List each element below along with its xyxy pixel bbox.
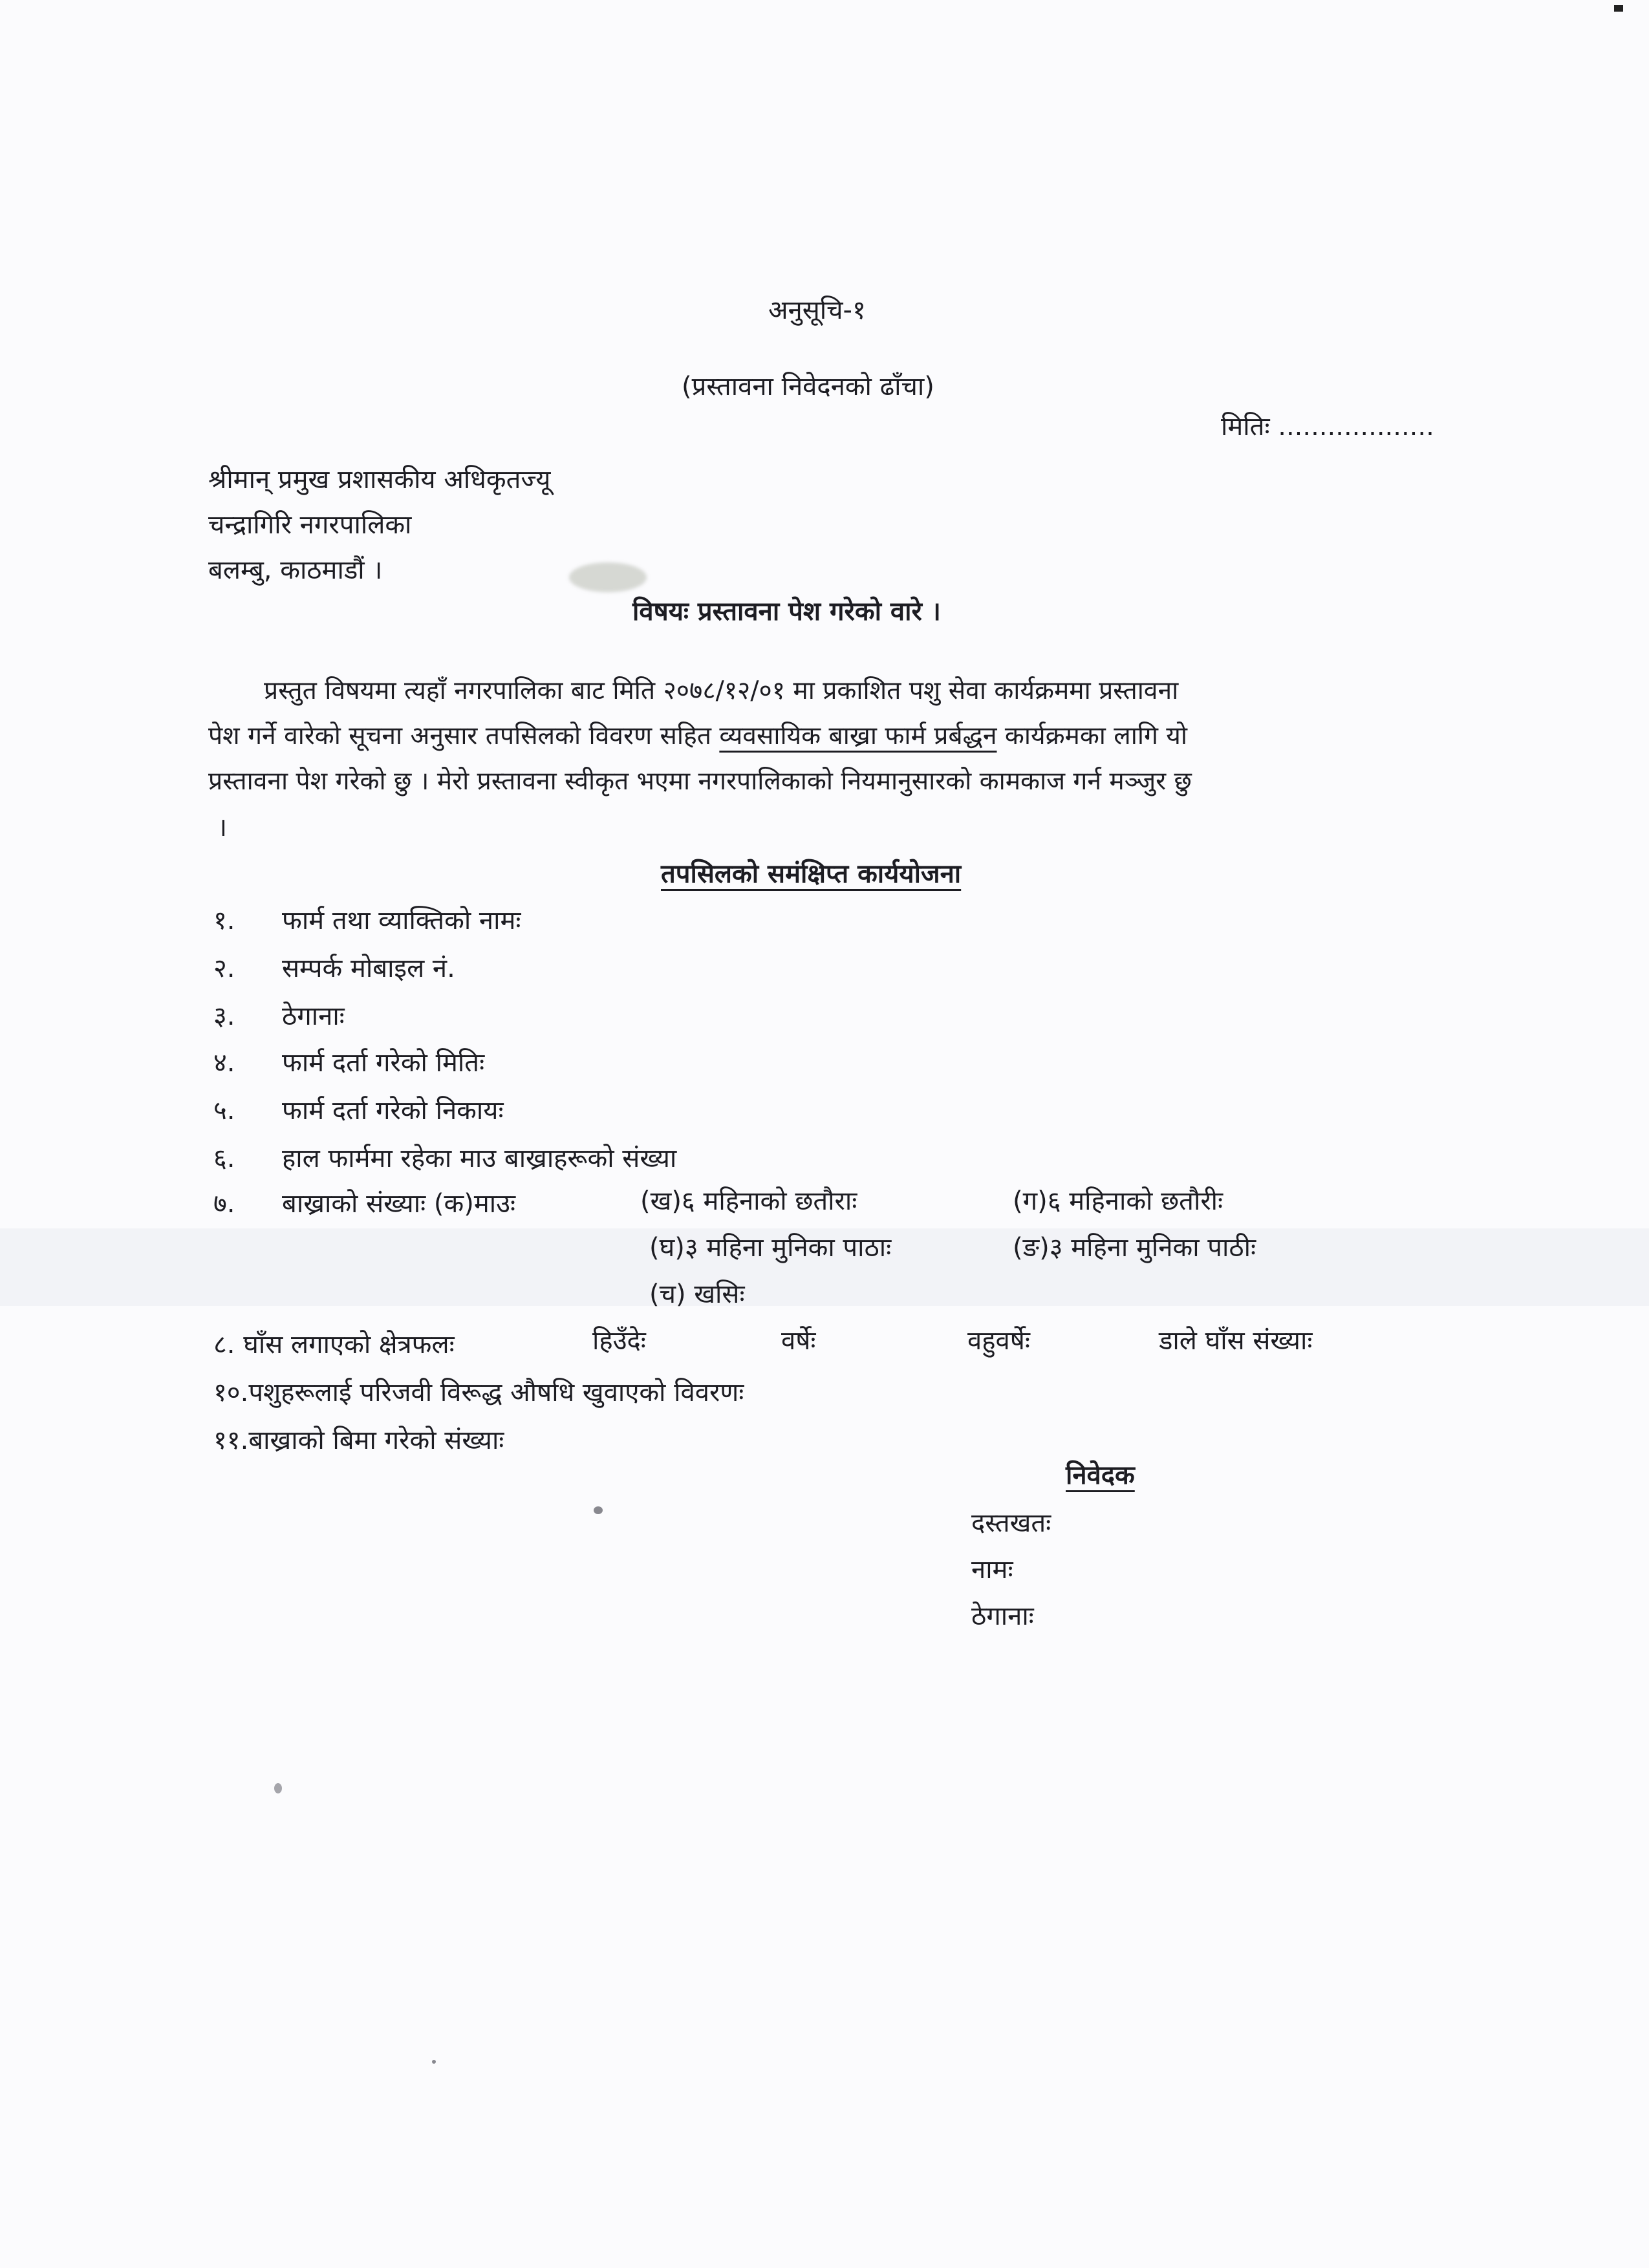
- item-label: बाख्राको संख्याः (क)माउः: [282, 1189, 516, 1219]
- item-label: फार्म दर्ता गरेको मितिः: [282, 1048, 485, 1078]
- item-number: १.: [213, 906, 235, 936]
- body-line-4: ।: [217, 813, 228, 842]
- applicant-name: नामः: [971, 1555, 1013, 1585]
- item-label: हाल फार्ममा रहेका माउ बाख्राहरूको संख्या: [282, 1144, 677, 1173]
- scan-speck: [432, 2060, 436, 2064]
- form-subtitle: (प्रस्तावना निवेदनको ढाँचा): [682, 372, 934, 401]
- scan-smudge: [569, 562, 647, 592]
- item-7-nga: (ङ)३ महिना मुनिका पाठीः: [1013, 1233, 1256, 1263]
- item-label: सम्पर्क मोबाइल नं.: [282, 954, 455, 983]
- annex-title: अनुसूचि-१: [768, 295, 866, 325]
- addressee-line-3: बलम्बु, काठमाडौं ।: [208, 555, 383, 585]
- body-line-1: प्रस्तुत विषयमा त्यहाँ नगरपालिका बाट मिति २०७८/१२/०१ मा प्रकाशित पशु सेवा कार्यक्रममा प्रस्तावना: [264, 676, 1179, 705]
- subject-line: विषयः प्रस्तावना पेश गरेको वारे ।: [632, 597, 941, 626]
- item-number: ३.: [213, 1001, 235, 1031]
- item-10: १०.पशुहरूलाई परिजवी विरूद्ध औषधि खुवाएको विवरणः: [213, 1378, 744, 1407]
- applicant-title: निवेदक: [1066, 1460, 1135, 1490]
- item-label: फार्म दर्ता गरेको निकायः: [282, 1096, 504, 1126]
- item-11: ११.बाख्राको बिमा गरेको संख्याः: [213, 1426, 504, 1455]
- item-8-winter: हिउँदेः: [592, 1326, 646, 1356]
- item-7-ga: (ग)६ महिनाको छतौरीः: [1013, 1186, 1223, 1216]
- date-field: मितिः ...................: [1221, 412, 1434, 442]
- item-label: ठेगानाः: [282, 1001, 345, 1031]
- program-name: व्यवसायिक बाख्रा फार्म प्रर्बद्धन: [719, 722, 997, 751]
- body-line-2-text-end: कार्यक्रमका लागि यो: [997, 722, 1188, 751]
- scan-corner-mark: [1614, 5, 1623, 12]
- item-7-cha: (च) खसिः: [649, 1279, 745, 1309]
- item-number: ६.: [213, 1144, 235, 1173]
- body-line-2: [208, 718, 1187, 752]
- addressee-line-1: श्रीमान् प्रमुख प्रशासकीय अधिकृतज्यू: [208, 465, 551, 495]
- addressee-line-2: चन्द्रागिरि नगरपालिका: [208, 510, 412, 540]
- item-8-rainy: वर्षेः: [781, 1326, 816, 1356]
- item-8-tree-fodder: डाले घाँस संख्याः: [1159, 1326, 1313, 1356]
- scan-speck: [594, 1506, 603, 1514]
- applicant-signature: दस्तखतः: [971, 1508, 1051, 1538]
- section-title: तपसिलको समंक्षिप्त कार्ययोजना: [661, 859, 962, 889]
- item-number: २.: [213, 954, 235, 983]
- body-line-3: प्रस्तावना पेश गरेको छु । मेरो प्रस्तावना स्वीकृत भएमा नगरपालिकाको नियमानुसारको कामकाज गर्न मञ्जुर छु: [208, 767, 1192, 796]
- item-number: ४.: [213, 1048, 235, 1078]
- item-number: ७.: [213, 1189, 235, 1219]
- item-7-gha: (घ)३ महिना मुनिका पाठाः: [649, 1233, 892, 1263]
- body-line-2-text: पेश गर्ने वारेको सूचना अनुसार तपसिलको विवरण सहित: [208, 722, 720, 751]
- item-8-label: ८. घाँस लगाएको क्षेत्रफलः: [213, 1330, 455, 1360]
- item-label: फार्म तथा व्याक्तिको नामः: [282, 906, 521, 936]
- item-number: ५.: [213, 1096, 235, 1126]
- applicant-address: ठेगानाः: [971, 1601, 1034, 1631]
- item-7-kha: (ख)६ महिनाको छतौराः: [640, 1186, 857, 1216]
- scan-speck: [274, 1783, 282, 1793]
- item-8-perennial: वहुवर्षेः: [967, 1326, 1030, 1356]
